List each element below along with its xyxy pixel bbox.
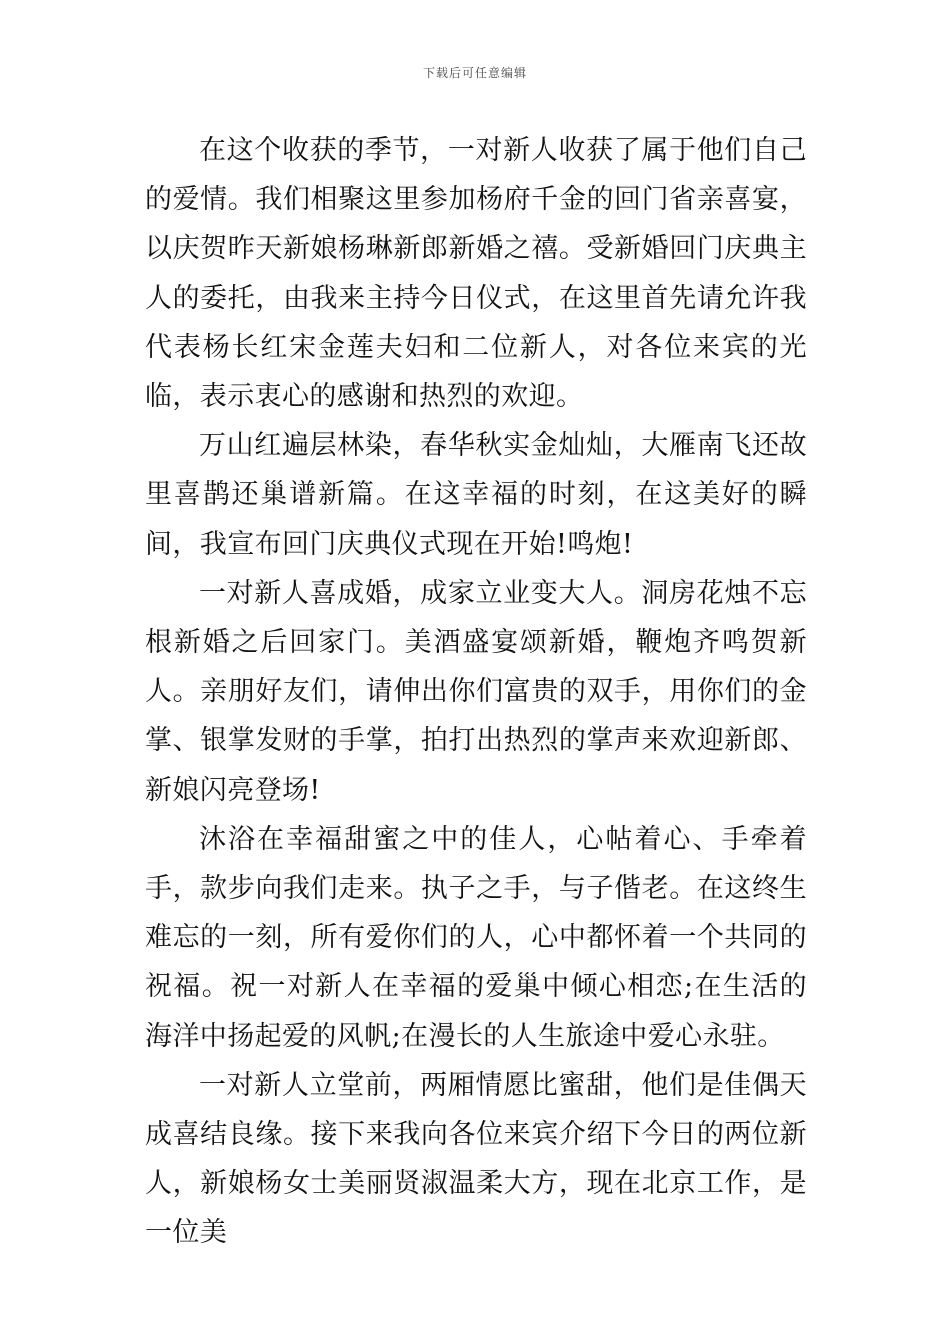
paragraph: 在这个收获的季节，一对新人收获了属于他们自己的爱情。我们相聚这里参加杨府千金的回门省亲喜宴，以庆贺昨天新娘杨琳新郎新婚之禧。受新婚回门庆典主人的委托，由我来主持今日仪式，在这里首先请允许我代表杨长红宋金莲夫妇和二位新人，对各位来宾的光临，表示衷心的感谢和热烈的欢迎。 [145,135,807,413]
header-note: 下载后可任意编辑 [422,66,527,80]
paragraph: 万山红遍层林染，春华秋实金灿灿，大雁南飞还故里喜鹊还巢谱新篇。在这幸福的时刻，在这美好的瞬间，我宣布回门庆典仪式现在开始!鸣炮! [145,430,807,560]
paragraph: 一对新人立堂前，两厢情愿比蜜甜，他们是佳偶天成喜结良缘。接下来我向各位来宾介绍下今日的两位新人，新娘杨女士美丽贤淑温柔大方，现在北京工作，是一位美 [145,1069,807,1249]
paragraph: 沐浴在幸福甜蜜之中的佳人，心帖着心、手牵着手，款步向我们走来。执子之手，与子偕老。在这终生难忘的一刻，所有爱你们的人，心中都怀着一个共同的祝福。祝一对新人在幸福的爱巢中倾心相恋;在生活的海洋中扬起爱的风帆;在漫长的人生旅途中爱心永驻。 [145,823,807,1052]
paragraph: 一对新人喜成婚，成家立业变大人。洞房花烛不忘根新婚之后回家门。美酒盛宴颂新婚，鞭炮齐鸣贺新人。亲朋好友们，请伸出你们富贵的双手，用你们的金掌、银掌发财的手掌，拍打出热烈的掌声来欢迎新郎、新娘闪亮登场! [145,577,807,806]
document-body [145,126,807,1258]
